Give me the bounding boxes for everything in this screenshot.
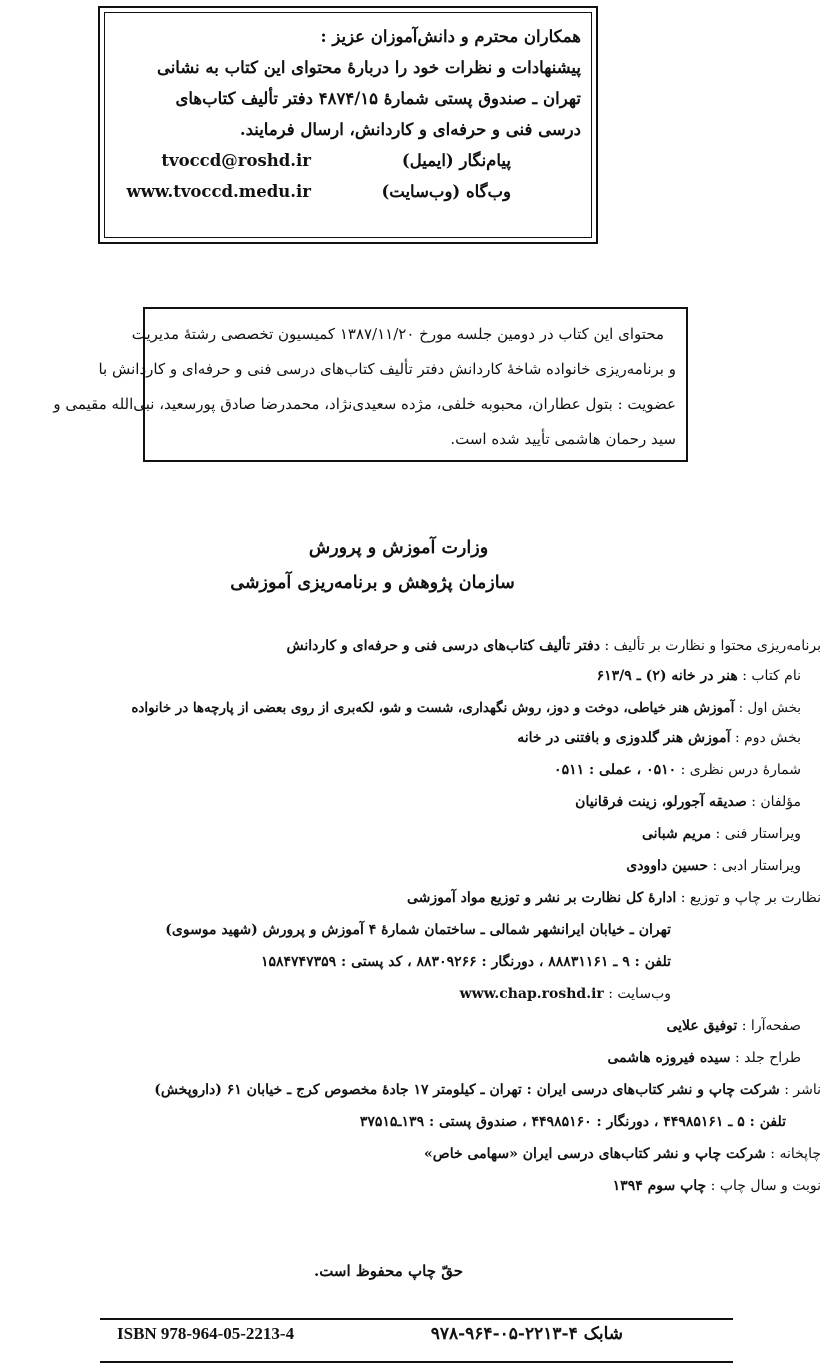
organization-title: سازمان پژوهش و برنامه‌ریزی آموزشی xyxy=(230,573,515,593)
approval-line-1: محتوای این کتاب در دومین جلسه مورخ ۱۳۸۷/۱۱/۲۰ کمیسیون تخصصی رشتهٔ مدیریت xyxy=(131,325,664,343)
credit-course-number: شمارهٔ درس نظری : ۰۵۱۰ ، عملی : ۰۵۱۱ xyxy=(554,762,801,778)
credit-part1: بخش اول : آموزش هنر خیاطی، دوخت و دوز، روش نگهداری، شست و شو، لکه‌بری از روی بعضی از پارچه‌ها در خانواده xyxy=(131,700,801,716)
credit-authors: مؤلفان : صدیقه آجورلو، زینت فرقانیان xyxy=(575,794,801,810)
website-link[interactable]: www.tvoccd.medu.ir xyxy=(126,182,311,201)
credit-print-phone: تلفن : ۹ ـ ۸۸۸۳۱۱۶۱ ، دورنگار : ۸۸۳۰۹۲۶۶ ، کد پستی : ۱۵۸۴۷۴۷۳۵۹ xyxy=(260,954,671,970)
feedback-line-1: همکاران محترم و دانش‌آموزان عزیز : xyxy=(320,27,581,46)
approval-line-3: عضویت : بتول عطاران، محبوبه خلفی، مژده سعیدی‌نژاد، محمدرضا صادق پورسعید، نبی‌الله مقیمی و xyxy=(53,395,676,413)
credit-book-name: نام کتاب : هنر در خانه (۲) ـ ۶۱۳/۹ xyxy=(596,668,801,684)
print-website-link[interactable]: www.chap.roshd.ir xyxy=(459,986,604,1002)
credit-print-supervision: نظارت بر چاپ و توزیع : ادارهٔ کل نظارت بر نشر و توزیع مواد آموزشی xyxy=(406,890,821,906)
credit-layout: صفحه‌آرا : توفیق علایی xyxy=(666,1018,801,1034)
feedback-box-inner xyxy=(104,12,592,238)
credit-planning: برنامه‌ریزی محتوا و نظارت بر تألیف : دفتر تألیف کتاب‌های درسی فنی و حرفه‌ای و کاردانش xyxy=(286,638,821,654)
isbn-persian: شابک ۴-۲۲۱۳-۰۵-۹۶۴-۹۷۸ xyxy=(430,1324,623,1344)
credit-print-website: وب‌سایت : www.chap.roshd.ir xyxy=(459,986,671,1002)
credit-print-address: تهران ـ خیابان ایرانشهر شمالی ـ ساختمان شمارهٔ ۴ آموزش و پرورش (شهید موسوی) xyxy=(165,922,671,938)
feedback-line-2: پیشنهادات و نظرات خود را دربارهٔ محتوای این کتاب به نشانی xyxy=(156,58,581,77)
isbn-english: ISBN 978-964-05-2213-4 xyxy=(117,1324,295,1343)
feedback-line-3: تهران ـ صندوق پستی شمارهٔ ۴۸۷۴/۱۵ دفتر تألیف کتاب‌های xyxy=(175,89,581,108)
credit-edition: نوبت و سال چاپ : چاپ سوم ۱۳۹۴ xyxy=(612,1178,821,1194)
credit-tech-editor: ویراستار فنی : مریم شبانی xyxy=(641,826,801,842)
ministry-title: وزارت آموزش و پرورش xyxy=(308,538,489,558)
approval-box xyxy=(53,307,688,462)
feedback-box xyxy=(98,6,598,244)
credit-publisher: ناشر : شرکت چاپ و نشر کتاب‌های درسی ایران : تهران ـ کیلومتر ۱۷ جادهٔ مخصوص کرج ـ خیابان ۶۱ (داروپخش) xyxy=(154,1082,821,1098)
isbn-rule-bottom xyxy=(100,1361,733,1363)
copyright-notice: حقّ چاپ محفوظ است. xyxy=(313,1262,464,1280)
approval-line-2: و برنامه‌ریزی خانواده شاخهٔ کاردانش دفتر تألیف کتاب‌های درسی فنی و حرفه‌ای و کاردانش با xyxy=(98,360,676,378)
credit-printer: چاپخانه : شرکت چاپ و نشر کتاب‌های درسی ایران «سهامی خاص» xyxy=(424,1146,821,1162)
isbn-rule-top xyxy=(100,1318,733,1320)
email-label: پیام‌نگار (ایمیل) xyxy=(401,151,511,170)
website-row xyxy=(115,176,581,207)
approval-line-4: سید رحمان هاشمی تأیید شده است. xyxy=(450,430,676,448)
credit-publisher-phone: تلفن : ۵ ـ ۴۴۹۸۵۱۶۱ ، دورنگار : ۴۴۹۸۵۱۶۰ ، صندوق پستی : ۱۳۹ـ۳۷۵۱۵ xyxy=(359,1114,786,1130)
website-label: وب‌گاه (وب‌سایت) xyxy=(381,182,511,201)
feedback-line-4: درسی فنی و حرفه‌ای و کاردانش، ارسال فرمایند. xyxy=(239,120,581,139)
email-row xyxy=(115,145,581,176)
credit-lit-editor: ویراستار ادبی : حسین داوودی xyxy=(626,858,801,874)
credit-cover: طراح جلد : سیده فیروزه هاشمی xyxy=(607,1050,801,1066)
email-link[interactable]: tvoccd@roshd.ir xyxy=(161,151,311,170)
credit-part2: بخش دوم : آموزش هنر گلدوزی و بافتنی در خانه xyxy=(517,730,801,746)
